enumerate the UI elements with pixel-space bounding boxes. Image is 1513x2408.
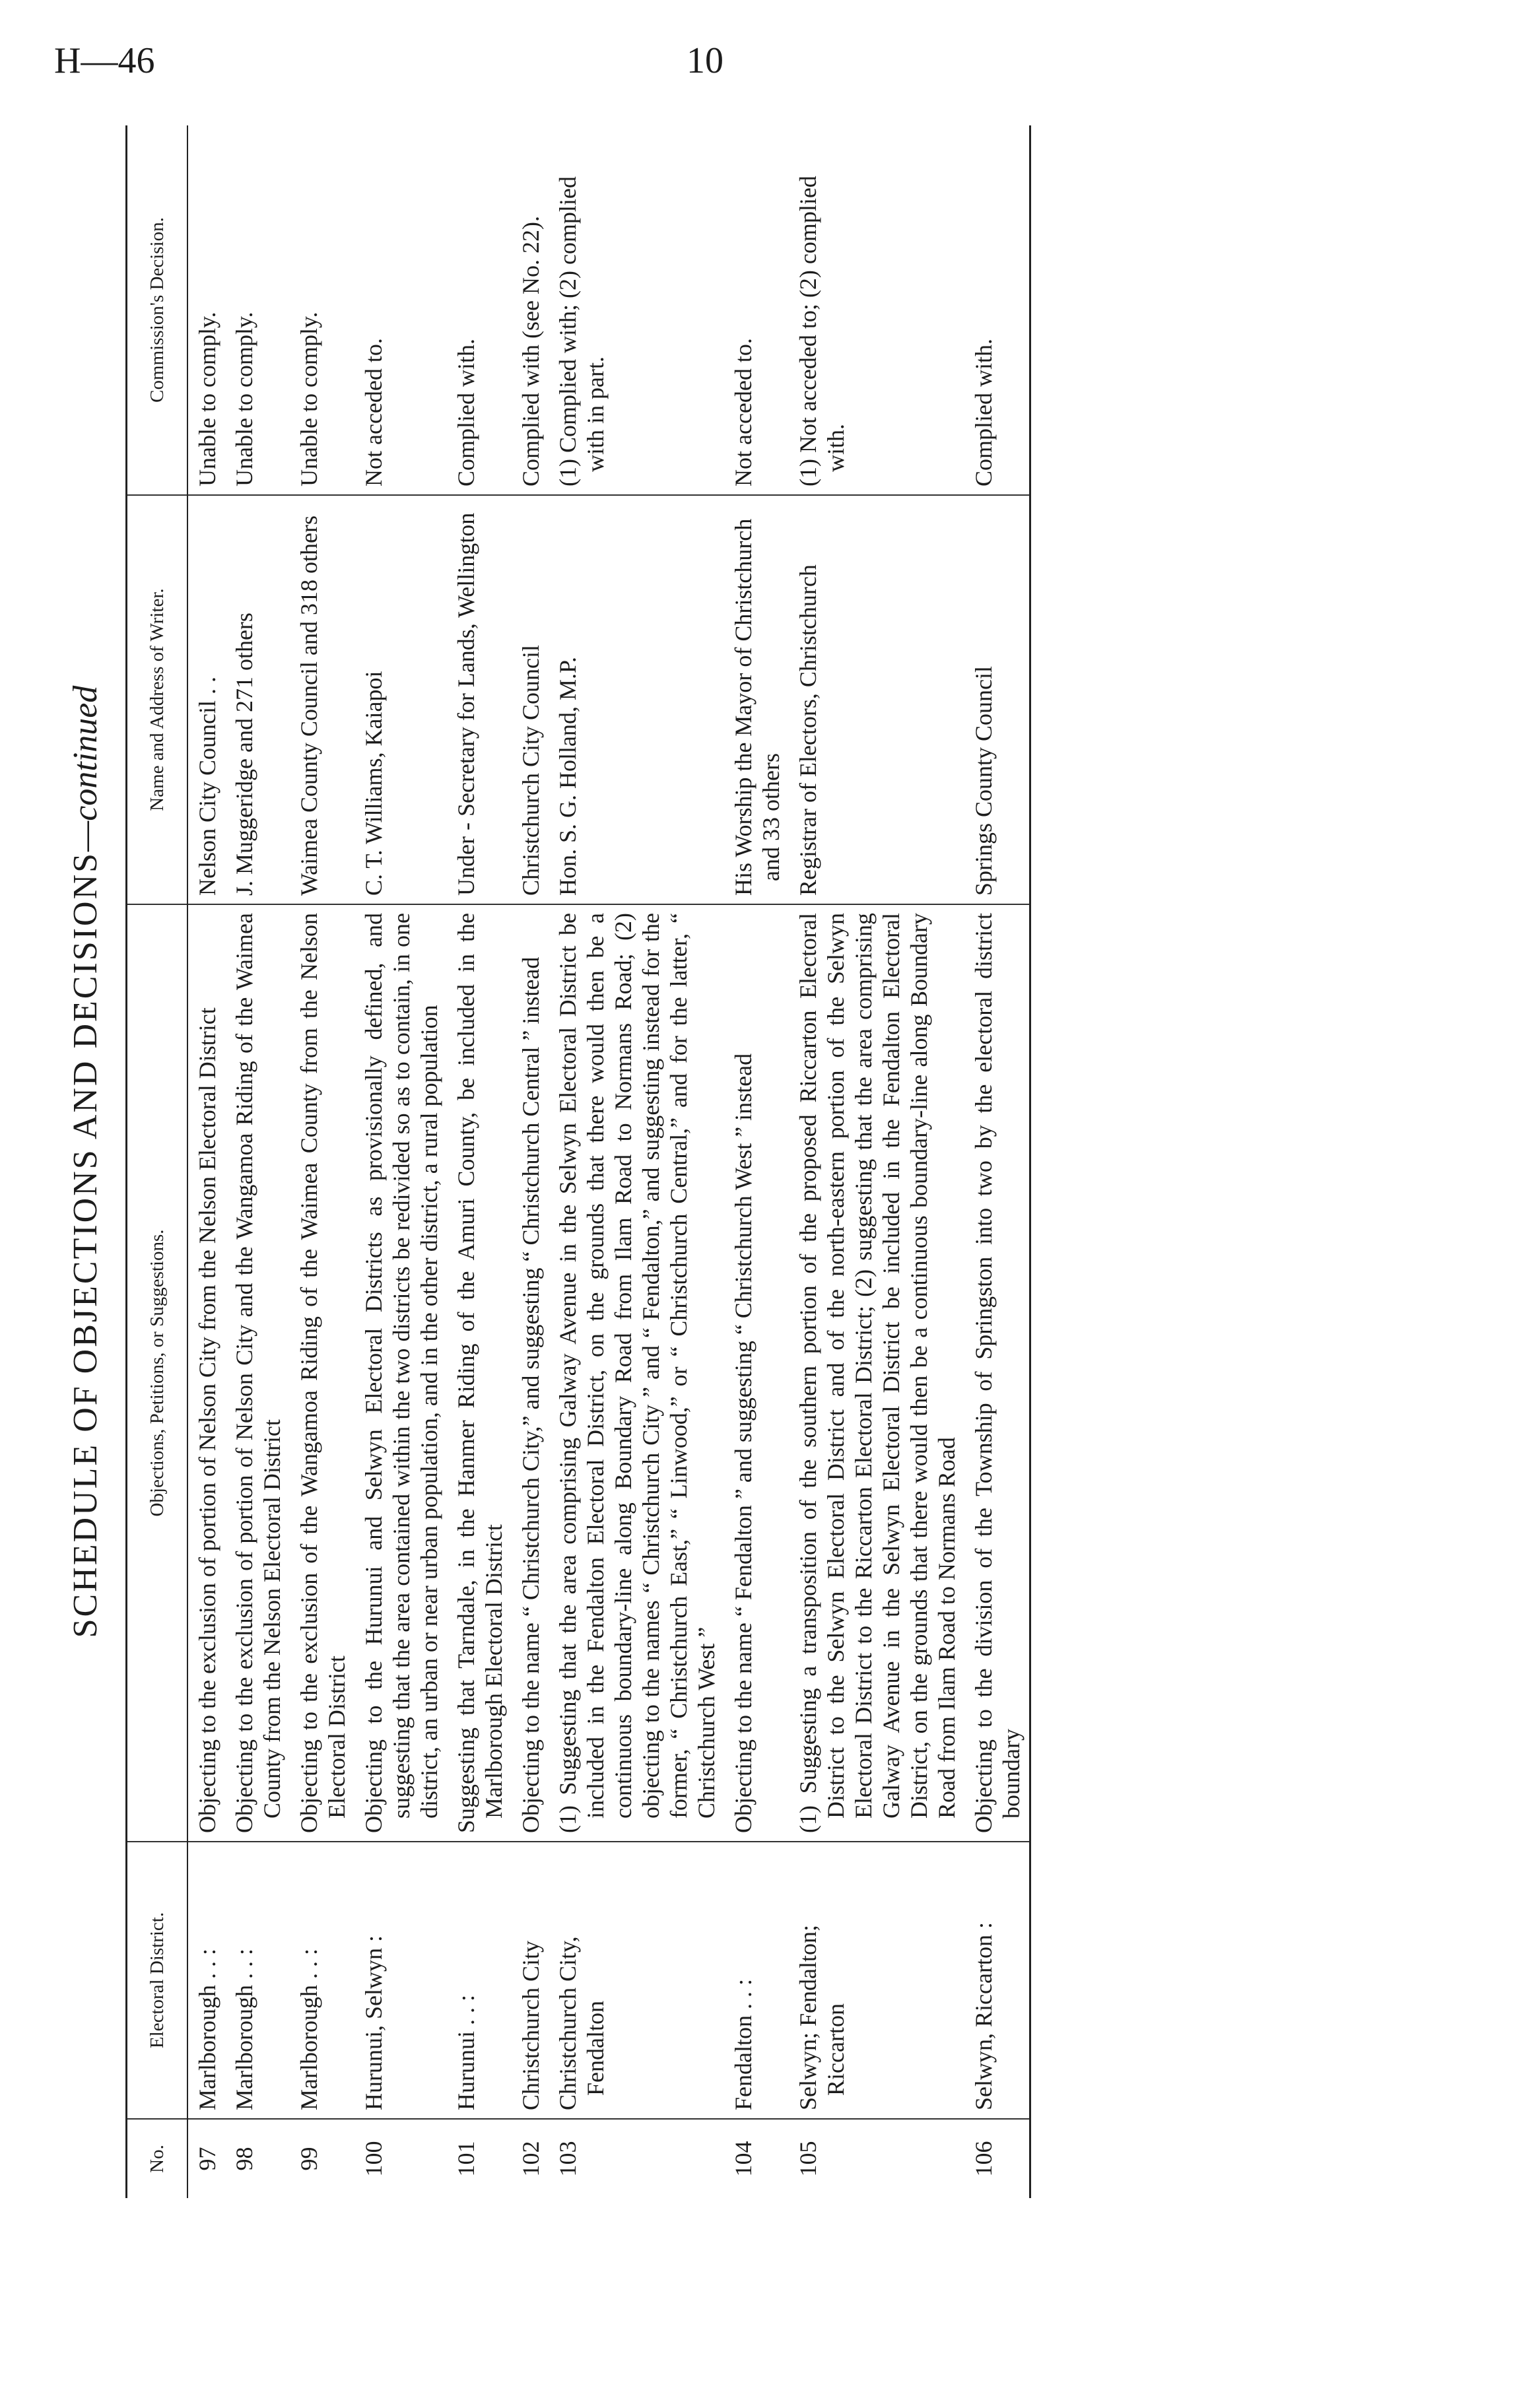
row-district: Marlborough . . : <box>187 1842 225 2119</box>
row-writer: Nelson City Council . . <box>187 495 225 904</box>
row-decision: (1) Complied with; (2) complied with in part. <box>549 125 724 495</box>
schedule-title: SCHEDULE OF OBJECTIONS AND DECISIONS—continued <box>67 685 104 1638</box>
table-row <box>290 125 354 2198</box>
row-objection: Objecting to the division of the Township of Springston into two by the electoral district boundary <box>964 904 1030 1842</box>
row-decision: Unable to comply. <box>225 125 290 495</box>
row-decision: Complied with (see No. 22). <box>512 125 549 495</box>
row-decision: Not acceded to. <box>354 125 447 495</box>
row-decision: (1) Not acceded to; (2) complied with. <box>789 125 964 495</box>
row-objection: (1) Suggesting that the area comprising Galway Avenue in the Selwyn Electoral District be included in the Fendalton Electoral District, on the grounds that there would then be a continuous boundary-line along Boundary Road from Ilam Road to Normans Road; (2) objecting to the names “ Christchurch City ” and “ Fendalton,” and suggesting instead for the former, “ Christchurch East,” “ Linwood,” or “ Christchurch Central,” and for the latter, “ Christchurch West ” <box>549 904 724 1842</box>
row-number: 99 <box>296 2147 322 2171</box>
col-header-district: Electoral District. <box>127 1842 188 2119</box>
row-number: 100 <box>360 2141 387 2177</box>
table-header <box>127 125 188 2198</box>
table-row <box>187 125 225 2198</box>
row-district: Christchurch City, Fendalton <box>549 1842 724 2119</box>
page-number: 10 <box>687 40 723 81</box>
row-writer: Waimea County Council and 318 others <box>290 495 354 904</box>
row-writer: Registrar of Electors, Christchurch <box>789 495 964 904</box>
row-number: 97 <box>194 2147 220 2171</box>
row-number: 101 <box>453 2141 479 2177</box>
row-writer: J. Muggeridge and 271 others <box>225 495 290 904</box>
row-objection: Objecting to the name “ Christchurch City,” and suggesting “ Christchurch Central ” instead <box>512 904 549 1842</box>
row-decision: Not acceded to. <box>724 125 789 495</box>
row-district: Hurunui, Selwyn : <box>354 1842 447 2119</box>
row-district: Hurunui . . : <box>447 1842 512 2119</box>
row-objection: Objecting to the exclusion of the Wangamoa Riding of the Waimea County from the Nelson Electoral District <box>290 904 354 1842</box>
col-header-decision: Commission's Decision. <box>127 125 188 495</box>
row-decision: Unable to comply. <box>290 125 354 495</box>
row-objection: Objecting to the name “ Fendalton ” and suggesting “ Christchurch West ” instead <box>724 904 789 1842</box>
table-row <box>964 125 1030 2198</box>
page-code: H—46 <box>54 40 155 81</box>
row-objection: Suggesting that Tarndale, in the Hanmer Riding of the Amuri County, be included in the Marlborough Electoral District <box>447 904 512 1842</box>
row-number: 103 <box>555 2141 581 2177</box>
table-row <box>724 125 789 2198</box>
row-decision: Complied with. <box>964 125 1030 495</box>
col-header-writer: Name and Address of Writer. <box>127 495 188 904</box>
row-number: 98 <box>231 2147 257 2171</box>
schedule-table <box>125 125 1031 2198</box>
row-writer: C. T. Williams, Kaiapoi <box>354 495 447 904</box>
table-row <box>549 125 724 2198</box>
col-header-no: No. <box>127 2119 188 2198</box>
row-decision: Unable to comply. <box>187 125 225 495</box>
row-district: Christchurch City <box>512 1842 549 2119</box>
row-writer: Hon. S. G. Holland, M.P. <box>549 495 724 904</box>
title-suffix: —continued <box>67 685 104 852</box>
row-number: 106 <box>964 2119 1030 2198</box>
row-district: Marlborough . . : <box>290 1842 354 2119</box>
row-decision: Complied with. <box>447 125 512 495</box>
row-objection: (1) Suggesting a transposition of the southern portion of the proposed Riccarton Electoral District to the Selwyn Electoral District and of the north-eastern portion of the Selwyn Electoral District to the Riccarton Electoral District; (2) suggesting that the area comprising Galway Avenue in the Selwyn Electoral District be included in the Fendalton Electoral District, on the grounds that there would then be a continuous boundary-line along Boundary Road from Ilam Road to Normans Road <box>789 904 964 1842</box>
table-row <box>447 125 512 2198</box>
row-number: 105 <box>795 2141 821 2177</box>
table-row <box>225 125 290 2198</box>
row-writer: Springs County Council <box>964 495 1030 904</box>
row-number: 104 <box>730 2141 756 2177</box>
row-objection: Objecting to the exclusion of portion of Nelson City and the Wangamoa Riding of the Waimea County from the Nelson Electoral District <box>225 904 290 1842</box>
row-objection: Objecting to the exclusion of portion of Nelson City from the Nelson Electoral District <box>187 904 225 1842</box>
row-district: Marlborough . . : <box>225 1842 290 2119</box>
col-header-objections: Objections, Petitions, or Suggestions. <box>127 904 188 1842</box>
row-number: 102 <box>518 2141 544 2177</box>
row-writer: Christchurch City Council <box>512 495 549 904</box>
table-row <box>789 125 964 2198</box>
row-objection: Objecting to the Hurunui and Selwyn Electoral Districts as provisionally defined, and suggesting that the area contained within the two districts be redivided so as to contain, in one district, an urban or near urban population, and in the other district, a rural population <box>354 904 447 1842</box>
table-row <box>512 125 549 2198</box>
row-district: Fendalton . . : <box>724 1842 789 2119</box>
table-row <box>354 125 447 2198</box>
row-writer: His Worship the Mayor of Christchurch and 33 others <box>724 495 789 904</box>
row-district: Selwyn; Fendalton; Riccarton <box>789 1842 964 2119</box>
rotated-schedule <box>59 125 1380 2198</box>
row-writer: Under - Secretary for Lands, Wellington <box>447 495 512 904</box>
row-district: Selwyn, Riccarton : <box>964 1842 1030 2119</box>
